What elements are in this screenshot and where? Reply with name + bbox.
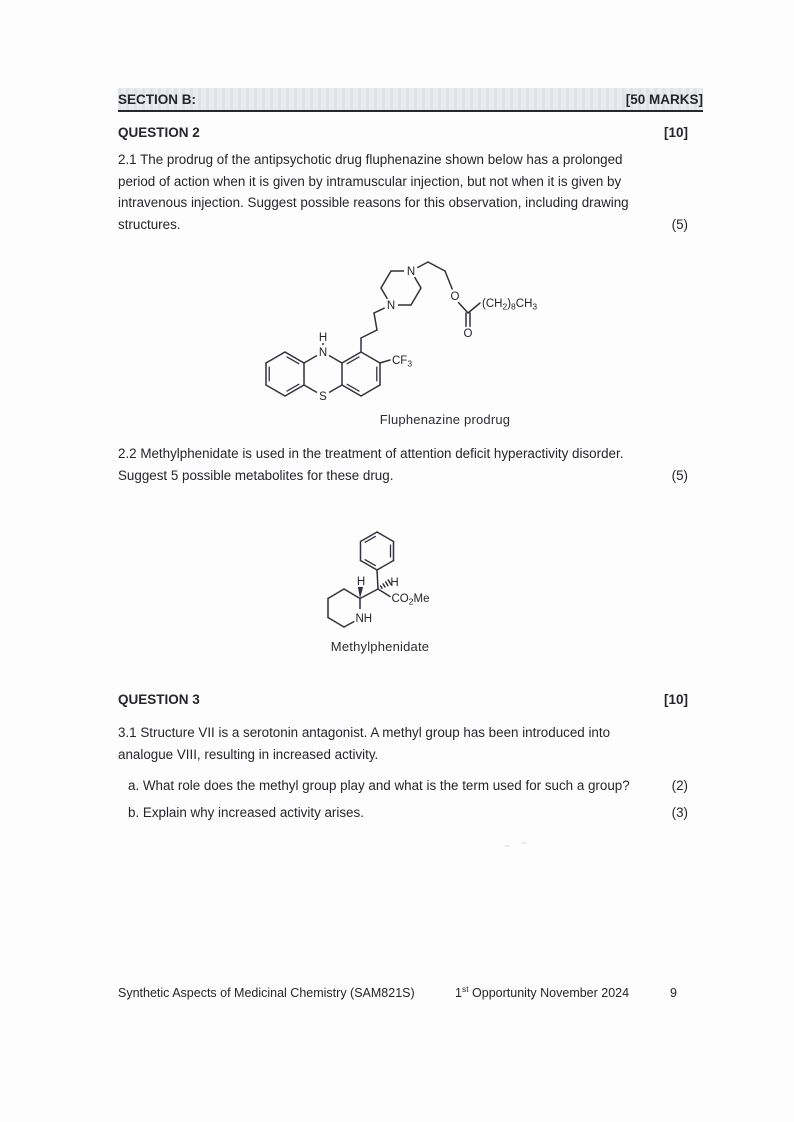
section-header (118, 88, 703, 112)
question3-heading (118, 692, 688, 707)
footer-course: Synthetic Aspects of Medicinal Chemistry (SAM821S) (118, 986, 415, 1000)
footer-page-number: 9 (670, 986, 677, 1000)
item-a-text: a. What role does the methyl group play and what is the term used for such a group? (128, 778, 630, 793)
hash-hydrogen-label: H (390, 577, 399, 589)
question3-item-b (128, 803, 688, 823)
ester-group-label: $CO_2Me$ (391, 593, 430, 607)
methylphenidate-structure (315, 527, 465, 639)
fluphenazine-structure (263, 248, 575, 414)
question3-item-a (128, 776, 688, 796)
figure1-caption: Fluphenazine prodrug (379, 412, 511, 427)
cf3-label: $CF_3$ (392, 355, 413, 369)
paragraph-2-2 (118, 443, 688, 486)
scan-artifact (505, 845, 510, 847)
section-marks: [50 MARKS] (625, 92, 703, 107)
phenothiazine-ring (266, 338, 390, 396)
decanoate-chain-label: $(CH_2)_8CH_3$ (482, 298, 538, 312)
item-b-text: b. Explain why increased activity arises. (128, 805, 364, 820)
section-title: SECTION B: (118, 92, 197, 107)
ring-sulfur-label: S (319, 391, 327, 403)
paragraph-2-1-mark: (5) (671, 216, 688, 232)
question2-title: QUESTION 2 (118, 125, 200, 140)
paragraph-2-2-mark: (5) (671, 467, 688, 483)
item-a-mark: (2) (671, 778, 688, 793)
paragraph-2-1-text: 2.1 The prodrug of the antipsychotic drug fluphenazine shown below has a prolonged period of action when it is given by intramuscular injection, but not when it is given by intravenous injection. Suggest possible reasons for this observation, including drawing structures. (118, 152, 629, 232)
footer-opportunity-superscript: st (461, 983, 469, 994)
paragraph-2-2-text: 2.2 Methylphenidate is used in the treatment of attention deficit hyperactivity disorder. Suggest 5 possible metabolites for these drug. (118, 446, 624, 483)
ring-nh-hydrogen-label: H (318, 332, 328, 344)
paragraph-3-1 (118, 722, 688, 765)
scan-artifact (521, 842, 527, 844)
piperazine-nitrogen-bottom-label: N (386, 300, 396, 312)
hashed-wedge-bond (381, 580, 391, 588)
wedge-hydrogen-label: H (356, 576, 366, 588)
question2-marks: [10] (663, 125, 688, 140)
phenyl-ring (361, 532, 394, 570)
question2-heading (118, 125, 688, 140)
ester-chain (411, 262, 480, 328)
footer-opportunity: 1st Opportunity November 2024 (455, 983, 630, 1000)
piperazine-nitrogen-top-label: N (406, 266, 416, 278)
ring-nitrogen-label: N (318, 347, 328, 359)
carbonyl-oxygen-label: O (463, 328, 473, 340)
question3-marks: [10] (663, 692, 688, 707)
paragraph-3-1-text: 3.1 Structure VII is a serotonin antagonist. A methyl group has been introduced into analogue VIII, resulting in increased activity. (118, 725, 611, 762)
paragraph-2-1 (118, 149, 688, 235)
question3-title: QUESTION 3 (118, 692, 200, 707)
piperidine-nh-label: NH (355, 613, 373, 625)
ester-oxygen-label: O (450, 291, 460, 303)
figure2-caption: Methylphenidate (330, 639, 430, 654)
propyl-chain (361, 305, 391, 352)
item-b-mark: (3) (671, 805, 688, 820)
